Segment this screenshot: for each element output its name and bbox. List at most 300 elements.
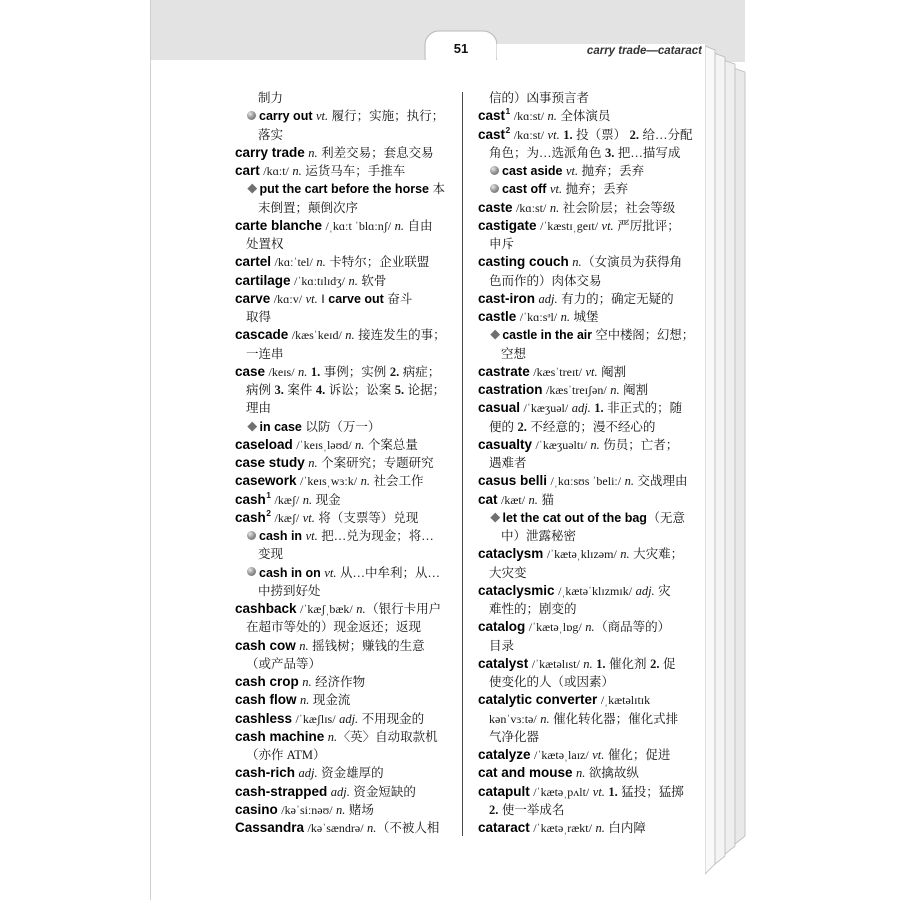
definition-text: 目录 <box>489 638 515 653</box>
part-of-speech: vt. <box>305 291 318 306</box>
homograph-number: 1 <box>266 490 272 500</box>
entry-continuation-line <box>235 235 456 253</box>
subentry-continuation-line <box>235 199 456 217</box>
dictionary-entry-line <box>235 272 456 290</box>
headword: caseload <box>235 436 293 452</box>
definition-text: 病例 <box>246 383 272 397</box>
part-of-speech: vt. <box>601 218 614 233</box>
definition-text: 伤员；亡者； <box>603 437 679 452</box>
definition-text: 抛弃；丢弃 <box>565 182 629 197</box>
definition-text: 中）泄露秘密 <box>501 529 577 543</box>
dictionary-entry-line <box>235 363 456 381</box>
definition-text: 遇难者 <box>489 456 527 470</box>
sense-number: 3. <box>605 145 615 160</box>
definition-text: 欲擒故纵 <box>588 766 639 781</box>
part-of-speech: vt. <box>324 565 337 580</box>
part-of-speech: n. <box>308 456 318 470</box>
headword: catalog <box>478 619 526 635</box>
phrase-headword: cash in <box>259 529 303 543</box>
definition-text: 便的 <box>489 419 515 434</box>
dictionary-entry-line <box>478 491 694 509</box>
circle-bullet-icon <box>247 111 256 120</box>
definition-text: 诉讼；讼案 <box>328 383 392 397</box>
pronunciation: /kɑːst/ <box>513 109 545 124</box>
definition-text: 一连串 <box>246 346 284 361</box>
phrase-headword: cast off <box>502 182 547 197</box>
dictionary-entry-line <box>235 801 456 819</box>
dictionary-entry-line <box>235 819 456 837</box>
dictionary-entry-line <box>478 655 694 673</box>
entry-continuation-line <box>478 144 694 162</box>
part-of-speech: vt. <box>592 748 605 762</box>
part-of-speech: n. <box>300 693 310 708</box>
pronunciation: /kɑːv/ <box>273 291 303 306</box>
definition-text: 本 <box>432 182 445 197</box>
pronunciation: /ˈkætəˌrækt/ <box>533 821 592 835</box>
subentry-line <box>235 180 456 198</box>
subentry-line <box>235 418 456 436</box>
pronunciation: /kəˈsiːnəʊ/ <box>281 802 333 817</box>
subentry-line <box>478 162 694 180</box>
headword: cash cow <box>235 637 296 653</box>
sense-number: 1. <box>596 656 606 671</box>
definition-text: 全体演员 <box>560 109 611 124</box>
dictionary-entry-line <box>478 436 694 454</box>
circle-bullet-icon <box>247 531 256 540</box>
sense-number: 2. <box>489 802 499 817</box>
dictionary-entry-line <box>478 582 694 600</box>
headword: cat <box>478 491 498 507</box>
definition-text: 病症； <box>402 364 441 379</box>
headword: casework <box>235 473 297 489</box>
dictionary-entry-line <box>478 545 694 563</box>
subentry-continuation-line <box>235 582 456 600</box>
definition-text: 不经意的；漫不经心的 <box>530 419 656 434</box>
pronunciation: /kɑːst/ <box>516 200 547 215</box>
entry-continuation-line <box>235 618 456 636</box>
part-of-speech: n. <box>610 383 620 397</box>
pronunciation: /ˈkætəˌlɒg/ <box>528 620 582 635</box>
dictionary-entry-line <box>235 673 456 691</box>
homograph-number: 2 <box>505 125 511 135</box>
definition-text: 抛弃；丢弃 <box>581 164 645 178</box>
headword: castration <box>478 382 543 397</box>
headword: Cassandra <box>235 820 305 835</box>
subentry-line <box>235 564 456 582</box>
dictionary-entry-line <box>478 399 694 417</box>
running-head: carry trade—cataract <box>586 45 702 57</box>
definition-text: 变现 <box>258 547 284 562</box>
headword: casting couch <box>478 254 569 270</box>
part-of-speech: n. <box>360 474 370 489</box>
part-of-speech: n. <box>620 547 630 562</box>
column-divider <box>462 92 463 836</box>
headword: cartel <box>235 254 272 270</box>
definition-text: 阉割 <box>601 364 627 379</box>
pronunciation: /ˈkæʒuəltɪ/ <box>535 437 587 452</box>
definition-text: 个案研究；专题研究 <box>321 456 434 470</box>
definition-text: 将（支票等）兑现 <box>318 510 419 525</box>
pronunciation: /keɪs/ <box>268 364 295 379</box>
pronunciation: kənˈvɜːtə/ <box>489 711 537 726</box>
headword: castrate <box>478 363 530 379</box>
sense-number: 1. <box>608 784 618 799</box>
pronunciation: /kæsˈtreɪt/ <box>533 364 582 379</box>
sense-number: 2. <box>629 127 639 142</box>
headword: catalytic converter <box>478 692 598 708</box>
definition-text: 履行；实施；执行； <box>331 109 445 124</box>
dictionary-entry-line <box>478 691 694 709</box>
dictionary-entry-line <box>478 290 694 308</box>
part-of-speech: vt. <box>565 164 579 178</box>
headword: cast <box>478 126 506 142</box>
part-of-speech: n. <box>345 328 355 343</box>
part-of-speech: n. <box>572 255 582 270</box>
part-of-speech: adj. <box>339 711 359 726</box>
part-of-speech: n. <box>590 437 600 452</box>
dictionary-entry-line <box>478 308 694 326</box>
dictionary-entry-line <box>235 253 456 271</box>
definition-text: 论据； <box>407 383 446 397</box>
entry-continuation-line <box>235 655 456 673</box>
definition-text: （无意 <box>647 510 685 525</box>
headword: case study <box>235 455 305 470</box>
pronunciation: /kæt/ <box>501 492 526 507</box>
headword: cash-rich <box>235 765 296 781</box>
circle-bullet-icon <box>490 166 499 175</box>
headword: cash crop <box>235 674 299 689</box>
entry-continuation-line <box>478 673 694 691</box>
left-column <box>235 89 456 837</box>
headword: cast <box>478 108 506 124</box>
part-of-speech: n. <box>292 164 302 178</box>
dictionary-entry-line <box>235 691 456 709</box>
definition-text: 催化转化器；催化式排 <box>553 711 679 726</box>
dictionary-entry-line <box>478 107 694 125</box>
phrase-headword: castle in the air <box>502 328 593 343</box>
definition-text: 信的）凶事预言者 <box>489 91 590 105</box>
entry-continuation-line <box>478 728 694 746</box>
definition-text: （女演员为获得角 <box>582 255 683 270</box>
headword: cataract <box>478 820 530 835</box>
entry-continuation-line <box>235 381 456 399</box>
circle-bullet-icon <box>247 567 256 576</box>
phrase-headword: cash in on <box>259 565 321 580</box>
headword: caste <box>478 199 513 215</box>
definition-text: 催化；促进 <box>607 748 671 762</box>
diamond-bullet-icon <box>248 184 257 193</box>
headword: casual <box>478 400 521 416</box>
definition-text: 催化剂 <box>609 656 647 671</box>
definition-text: 现金 <box>315 492 341 507</box>
definition-text: 取得 <box>246 310 272 324</box>
subentry-line <box>478 326 694 344</box>
pronunciation: /ˌkɑːsʊs ˈbeliː/ <box>550 474 622 489</box>
part-of-speech: n. <box>576 766 586 781</box>
pronunciation: /ˈkætəlɪst/ <box>531 656 580 671</box>
headword: catalyze <box>478 747 531 762</box>
definition-text: 非正式的；随 <box>607 401 683 416</box>
sense-number: 5. <box>394 383 405 397</box>
definition-text: （或产品等） <box>246 656 322 671</box>
phrase-headword: carry out <box>259 109 313 124</box>
part-of-speech: vt. <box>302 510 315 525</box>
definition-text: 色而作的）肉体交易 <box>489 273 602 288</box>
entry-continuation-line <box>478 710 694 728</box>
homograph-number: 2 <box>266 508 272 518</box>
entry-continuation-line <box>478 235 694 253</box>
sense-number: 2. <box>517 419 527 434</box>
headword: casino <box>235 801 278 817</box>
part-of-speech: n. <box>583 656 593 671</box>
part-of-speech: n. <box>367 821 377 835</box>
headword: carve <box>235 290 271 306</box>
headword: cash <box>235 491 266 507</box>
dictionary-entry-line <box>235 491 456 509</box>
definition-text: 申斥 <box>489 237 515 251</box>
entry-continuation-line <box>235 746 456 764</box>
definition-text: 奋斗 <box>387 291 413 306</box>
diamond-bullet-icon <box>248 421 257 430</box>
definition-text: 个案总量 <box>367 437 418 452</box>
dictionary-entry-line <box>478 746 694 764</box>
part-of-speech: n. <box>394 218 404 233</box>
subentry-continuation-line <box>478 345 694 363</box>
pronunciation: /ˌkætəlɪtɪk <box>600 693 651 708</box>
definition-text: 赌场 <box>348 802 374 817</box>
definition-text: 使一举成名 <box>501 802 565 817</box>
entry-continuation-line <box>235 399 456 417</box>
part-of-speech: vt. <box>549 182 563 197</box>
definition-text: 大灾变 <box>489 565 527 580</box>
pronunciation: /ˈkæʒuəl/ <box>523 401 569 416</box>
phrase-headword: put the cart before the horse <box>259 182 429 197</box>
dictionary-entry-line <box>235 454 456 472</box>
dictionary-entry-line <box>478 819 694 837</box>
pronunciation: /ˈkætəˌklɪzəm/ <box>546 547 617 562</box>
part-of-speech: vt. <box>585 364 598 379</box>
pronunciation: /ˈkætəˌpʌlt/ <box>533 784 590 799</box>
definition-text: 难性的；剧变的 <box>489 602 577 616</box>
part-of-speech: adj. <box>635 583 655 598</box>
dictionary-entry-line <box>478 783 694 801</box>
subentry-line <box>235 107 456 125</box>
part-of-speech: vt. <box>592 784 605 799</box>
dictionary-entry-line <box>235 710 456 728</box>
part-of-speech: n. <box>595 821 605 835</box>
sense-number: 1. <box>310 364 321 379</box>
part-of-speech: vt. <box>316 109 329 124</box>
headword: carte blanche <box>235 217 323 233</box>
dictionary-entry-line <box>235 728 456 746</box>
part-of-speech: n. <box>302 492 313 507</box>
entry-continuation-line <box>478 89 694 107</box>
entry-continuation-line <box>478 801 694 819</box>
phrase-headword: in case <box>259 419 302 434</box>
part-of-speech: vt. <box>305 529 318 543</box>
definition-text: 社会阶层；社会等级 <box>562 200 676 215</box>
part-of-speech: adj. <box>538 291 558 306</box>
headword: catapult <box>478 783 530 799</box>
headword: castle <box>478 309 517 324</box>
pronunciation: /ˌkɑːt ˈblɑːnʃ/ <box>325 218 392 233</box>
part-of-speech: n. <box>327 729 338 744</box>
part-of-speech: n. <box>549 200 560 215</box>
part-of-speech: adj. <box>571 401 591 416</box>
dictionary-entry-line <box>235 764 456 782</box>
stacked-page-edges <box>705 46 745 874</box>
part-of-speech: n. <box>308 145 318 160</box>
definition-text: 猛投；猛掷 <box>621 784 684 799</box>
entry-continuation-line <box>478 564 694 582</box>
sense-number: 3. <box>274 383 284 397</box>
entry-continuation-line <box>478 272 694 290</box>
pronunciation: /ˈkɑːtɪlɪdʒ/ <box>294 273 345 288</box>
dictionary-entry-line <box>478 618 694 636</box>
entry-continuation-line <box>478 454 694 472</box>
dictionary-entry-line <box>478 764 694 782</box>
definition-text: 资金短缺的 <box>353 784 416 799</box>
headword: case <box>235 363 266 379</box>
definition-text: （亦作 ATM） <box>246 748 326 762</box>
headword: cat and mouse <box>478 765 573 781</box>
part-of-speech: n. <box>298 364 308 379</box>
sense-number: 1. <box>563 127 573 142</box>
definition-text: 交战理由 <box>637 474 688 489</box>
definition-text: 处置权 <box>246 237 284 251</box>
dictionary-entry-line <box>478 363 694 381</box>
entry-continuation-line <box>235 308 456 326</box>
definition-text: 中捞到好处 <box>258 583 321 598</box>
headword: catalyst <box>478 655 529 671</box>
definition-text: （商品等的） <box>595 620 671 635</box>
part-of-speech: n. <box>547 109 557 124</box>
pronunciation: /ˈkeɪsˌləʊd/ <box>296 437 352 452</box>
part-of-speech: n. <box>316 255 326 270</box>
headword: carry trade <box>235 144 305 160</box>
headword: cataclysm <box>478 546 544 562</box>
part-of-speech: n. <box>356 602 366 616</box>
dictionary-entry-line <box>235 436 456 454</box>
subentry-line <box>478 509 694 527</box>
dictionary-entry-line <box>235 326 456 344</box>
pronunciation: /kɑːˈtel/ <box>274 255 313 270</box>
headword: cartilage <box>235 272 291 288</box>
sense-number: 1. <box>594 401 604 416</box>
definition-text: ‖ <box>321 291 325 306</box>
definition-text: 投（票） <box>576 127 627 142</box>
pronunciation: /kæsˈtreɪʃən/ <box>546 383 607 397</box>
definition-text: 摇钱树；赚钱的生意 <box>312 638 425 653</box>
part-of-speech: n. <box>540 711 550 726</box>
definition-text: 事例；实例 <box>323 364 387 379</box>
dictionary-entry-line <box>478 126 694 144</box>
definition-text: 白内障 <box>608 821 646 835</box>
pronunciation: /ˈkætəˌlaɪz/ <box>534 748 589 762</box>
definition-text: 社会工作 <box>373 474 424 489</box>
dictionary-entry-line <box>235 162 456 180</box>
definition-text: 从…中牟利；从… <box>339 565 440 580</box>
definition-text: 大灾难； <box>633 547 684 562</box>
part-of-speech: n. <box>585 620 595 635</box>
dictionary-entry-line <box>235 600 456 618</box>
headword: cart <box>235 163 260 178</box>
part-of-speech: n. <box>624 474 634 489</box>
dictionary-entry-line <box>235 290 456 308</box>
phrase-headword: carve out <box>328 291 384 306</box>
headword: cash <box>235 509 266 525</box>
definition-text: 在超市等处的）现金返还；返现 <box>246 620 422 635</box>
pronunciation: /kəˈsændrə/ <box>307 821 364 835</box>
definition-text: 气净化器 <box>489 729 540 744</box>
headword: cash machine <box>235 728 325 744</box>
dictionary-entry-line <box>235 217 456 235</box>
headword: casus belli <box>478 473 548 489</box>
right-column <box>478 89 694 837</box>
part-of-speech: n. <box>528 492 538 507</box>
entry-continuation-line <box>478 637 694 655</box>
phrase-headword: cast aside <box>502 164 563 178</box>
definition-text: 利差交易；套息交易 <box>321 145 434 160</box>
pronunciation: /kæʃ/ <box>274 492 300 507</box>
homograph-number: 1 <box>505 107 511 117</box>
dictionary-entry-line <box>478 472 694 490</box>
definition-text: （银行卡用户 <box>366 602 442 616</box>
definition-text: 制力 <box>258 91 284 105</box>
pronunciation: /ˈkæʃˌbæk/ <box>300 602 353 616</box>
headword: cataclysmic <box>478 582 555 598</box>
subentry-continuation-line <box>235 545 456 563</box>
pronunciation: /ˈkæstɪˌgeɪt/ <box>540 218 599 233</box>
part-of-speech: n. <box>355 437 365 452</box>
definition-text: 把…描写成 <box>617 145 681 160</box>
sense-number: 4. <box>315 383 326 397</box>
circle-bullet-icon <box>490 184 499 193</box>
definition-text: 现金流 <box>312 693 351 708</box>
definition-text: 严厉批评； <box>617 218 680 233</box>
part-of-speech: n. <box>560 310 571 324</box>
definition-text: 促 <box>662 656 676 671</box>
definition-text: 阉割 <box>623 383 649 397</box>
part-of-speech: n. <box>348 273 358 288</box>
definition-text: 角色；为…选派角色 <box>489 145 602 160</box>
subentry-line <box>235 527 456 545</box>
part-of-speech: vt. <box>547 127 560 142</box>
dictionary-entry-line <box>235 783 456 801</box>
definition-text: 软骨 <box>361 273 387 288</box>
subentry-line <box>478 180 694 198</box>
headword: cashless <box>235 710 293 726</box>
headword: casualty <box>478 436 533 452</box>
pronunciation: /kæsˈkeɪd/ <box>291 328 342 343</box>
headword: cash-strapped <box>235 783 328 799</box>
definition-text: 理由 <box>246 401 272 416</box>
dictionary-entry-line <box>478 381 694 399</box>
definition-text: 使变化的人（或因素） <box>489 675 615 689</box>
definition-text: 空中楼阁；幻想； <box>595 328 694 343</box>
page-number: 51 <box>453 41 469 56</box>
sense-number: 2. <box>650 656 660 671</box>
definition-text: 〈英〉自动取款机 <box>337 729 438 744</box>
diamond-bullet-icon <box>491 330 500 339</box>
definition-text: 给…分配 <box>642 127 693 142</box>
definition-text: 落实 <box>258 127 284 142</box>
diamond-bullet-icon <box>491 512 500 521</box>
subentry-continuation-line <box>478 527 694 545</box>
pronunciation: /kɑːst/ <box>513 127 545 142</box>
definition-text: 末倒置；颠倒次序 <box>258 200 359 215</box>
definition-text: 经济作物 <box>315 675 366 689</box>
